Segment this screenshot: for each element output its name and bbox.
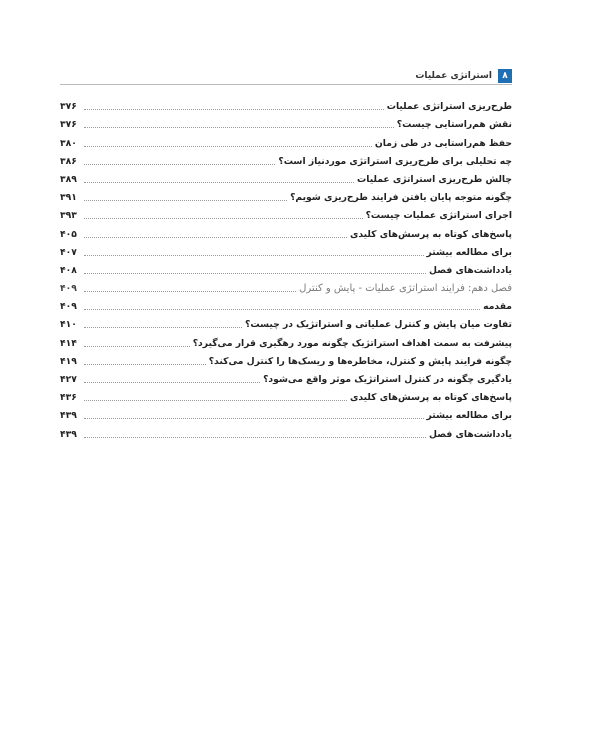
toc-entry-page: ۴۰۸ — [60, 264, 77, 276]
toc-entry — [60, 386, 512, 404]
dot-leader — [84, 236, 347, 238]
toc-entry — [60, 404, 512, 422]
toc-entry-title: برای مطالعه بیشتر — [426, 246, 512, 258]
toc-entry-page: ۴۱۹ — [60, 355, 77, 367]
toc-entry — [60, 350, 512, 368]
toc-entry — [60, 204, 512, 222]
toc-entry — [60, 295, 512, 313]
toc-entry-page: ۴۳۹ — [60, 428, 77, 440]
toc-entry — [60, 313, 512, 331]
toc-entry-title: مقدمه — [483, 301, 512, 313]
toc-entry-title: نقش هم‌راستایی چیست؟ — [396, 119, 512, 131]
toc-entry-title: پیشرفت به سمت اهداف استراتژیک چگونه مورد رهگیری قرار می‌گیرد؟ — [192, 337, 512, 349]
dot-leader — [84, 108, 384, 110]
dot-leader — [84, 326, 242, 328]
toc-entry — [60, 241, 512, 259]
dot-leader — [84, 363, 206, 365]
toc-entry-page: ۴۰۹ — [60, 283, 77, 295]
dot-leader — [84, 345, 190, 347]
toc-entry-title: پاسخ‌های کوتاه به پرسش‌های کلیدی — [349, 228, 512, 240]
toc-entry-title: چگونه متوجه پایان یافتن فرایند طرح‌ریزی شویم؟ — [290, 192, 512, 204]
dot-leader — [84, 181, 354, 183]
dot-leader — [84, 145, 372, 147]
dot-leader — [84, 417, 424, 419]
toc-chapter-heading — [60, 277, 512, 295]
toc-entry-page: ۳۹۳ — [60, 210, 77, 222]
dot-leader — [84, 163, 275, 165]
page-number-badge: ۸ — [498, 69, 512, 83]
dot-leader — [84, 254, 424, 256]
toc-entry — [60, 259, 512, 277]
toc-entry-title: طرح‌ریزی استراتژی عملیات — [386, 101, 512, 113]
toc-entry — [60, 368, 512, 386]
dot-leader — [84, 217, 363, 219]
toc-entry-title: پاسخ‌های کوتاه به پرسش‌های کلیدی — [349, 392, 512, 404]
dot-leader — [84, 436, 426, 438]
toc-entry-title: فصل دهم: فرایند استراتژی عملیات - پایش و کنترل — [299, 283, 512, 295]
toc-entry-title: یادداشت‌های فصل — [429, 264, 512, 276]
toc-entry-title: تفاوت میان پایش و کنترل عملیاتی و استراتژیک در چیست؟ — [245, 319, 512, 331]
toc-entry-page: ۴۱۰ — [60, 319, 77, 331]
toc-entry — [60, 113, 512, 131]
toc-entry — [60, 131, 512, 149]
running-header — [415, 68, 512, 84]
toc-entry-title: چه تحلیلی برای طرح‌ریزی استراتژی موردنیاز است؟ — [278, 155, 512, 167]
toc-entry-title: چگونه فرایند پایش و کنترل، مخاطره‌ها و ریسک‌ها را کنترل می‌کند؟ — [208, 355, 512, 367]
toc-entry-page: ۳۷۶ — [60, 119, 77, 131]
table-of-contents — [60, 95, 512, 441]
toc-entry-title: اجرای استراتژی عملیات چیست؟ — [365, 210, 512, 222]
header-divider — [60, 84, 512, 85]
toc-entry — [60, 331, 512, 349]
dot-leader — [84, 308, 480, 310]
toc-entry — [60, 422, 512, 440]
toc-entry-page: ۳۸۹ — [60, 173, 77, 185]
toc-entry-page: ۴۰۹ — [60, 301, 77, 313]
dot-leader — [84, 126, 394, 128]
toc-entry-title: یادداشت‌های فصل — [429, 428, 512, 440]
dot-leader — [84, 290, 296, 292]
toc-entry — [60, 168, 512, 186]
toc-entry-page: ۳۸۶ — [60, 155, 77, 167]
dot-leader — [84, 399, 347, 401]
toc-entry — [60, 186, 512, 204]
dot-leader — [84, 381, 260, 383]
toc-entry-page: ۳۹۱ — [60, 192, 77, 204]
toc-entry-title: حفظ هم‌راستایی در طی زمان — [374, 137, 512, 149]
toc-entry — [60, 150, 512, 168]
toc-entry-page: ۴۳۹ — [60, 410, 77, 422]
toc-entry-title: چالش طرح‌ریزی استراتژی عملیات — [357, 173, 512, 185]
toc-entry-page: ۳۷۶ — [60, 101, 77, 113]
toc-entry-page: ۴۰۵ — [60, 228, 77, 240]
running-header-title: استراتژی عملیات — [415, 71, 492, 81]
dot-leader — [84, 199, 287, 201]
toc-entry-page: ۴۱۴ — [60, 337, 77, 349]
dot-leader — [84, 272, 426, 274]
toc-entry-page: ۴۲۷ — [60, 374, 77, 385]
toc-entry-title: یادگیری چگونه در کنترل استراتژیک موثر واقع می‌شود؟ — [263, 374, 512, 385]
toc-entry-page: ۴۰۷ — [60, 246, 77, 258]
toc-entry — [60, 222, 512, 240]
toc-entry-page: ۴۳۶ — [60, 392, 77, 404]
toc-entry-title: برای مطالعه بیشتر — [426, 410, 512, 422]
toc-entry-page: ۳۸۰ — [60, 137, 77, 149]
toc-entry — [60, 95, 512, 113]
